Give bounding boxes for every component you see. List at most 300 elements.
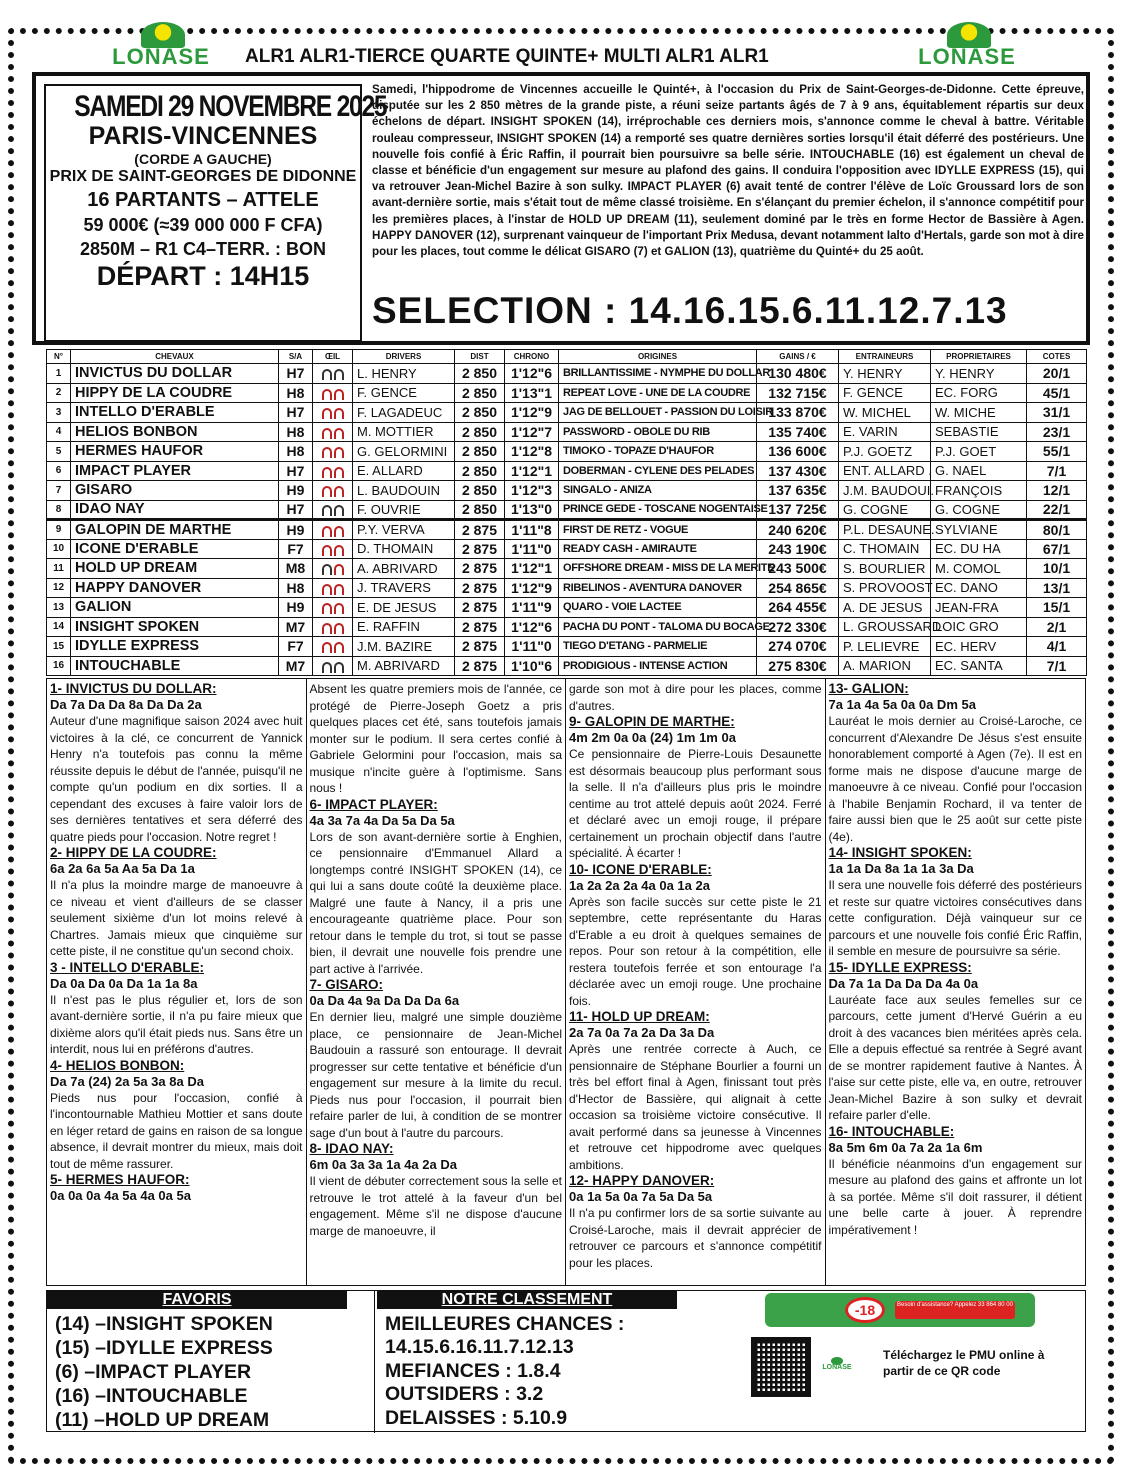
horseshoe-icon (334, 369, 344, 380)
table-cell: P. LELIEVRE (839, 637, 931, 657)
horseshoe-icon (322, 584, 332, 595)
table-cell: 1'12"6 (505, 364, 559, 384)
horseshoe-icon (334, 486, 344, 497)
table-cell: 23/1 (1027, 422, 1087, 442)
table-cell: EC. DU HA (931, 539, 1027, 559)
table-cell: 1'12"7 (505, 422, 559, 442)
table-cell: 2 875 (455, 559, 505, 579)
shoeing-icon (313, 481, 353, 501)
horseshoe-icon (322, 467, 332, 478)
table-cell: E. VARIN (839, 422, 931, 442)
horse-music: Da 7a (24) 2a 5a 3a 8a Da (50, 1073, 204, 1089)
table-cell: S. BOURLIER (839, 559, 931, 579)
shoeing-icon (313, 403, 353, 423)
table-cell: 272 330€ (757, 617, 839, 637)
table-cell: 274 070€ (757, 637, 839, 657)
qr-lonase-logo (819, 1357, 855, 1373)
table-cell: W. MICHEL (839, 403, 931, 423)
horse-music: 2a 7a 0a 7a 2a Da 3a Da (569, 1025, 715, 1040)
table-cell: IDAO NAY (71, 500, 279, 520)
table-cell: GALOPIN DE MARTHE (71, 520, 279, 540)
horse-music: 0a Da 4a 9a Da Da Da 6a (309, 993, 460, 1008)
horseshoe-icon (334, 642, 344, 653)
table-body (47, 364, 1087, 676)
column-header: ORIGINES (559, 350, 757, 364)
logo-text: LONASE (918, 44, 1016, 69)
horse-comment: En dernier lieu, malgré une simple douzième place, ce pensionnaire de Jean-Michel Baudouin a rassuré son entourage. Il devrait progresser sur cette tentative et bénéficie d'un engagement sur mesure à la limite du recul. Pieds nus pour l'occasion, il pourrait bien refaire parler de lui, à condition de se montrer sage d'un bout à l'autre du parcours. (309, 1010, 562, 1140)
horseshoe-icon (322, 369, 332, 380)
horseshoe-icon (322, 428, 332, 439)
table-row (47, 559, 1087, 579)
table-row (47, 461, 1087, 481)
horse-comment: Lors de son avant-dernière sortie à Enghien, ce pensionnaire d'Emmanuel Allard a longtemps contré INSIGHT SPOKEN (14), ce qui lui a sans doute coûté la deuxième place. Malgré une faute à Nancy, il a pris une encourageante quatrième place. Pour son retour dans le temple du trot, si tout se passe bien, il devrait une nouvelle fois prendre une part active à l'arrivée. (309, 829, 562, 976)
shoeing-icon (313, 422, 353, 442)
column-header: ENTRAINEURS (839, 350, 931, 364)
horseshoe-icon (322, 526, 332, 537)
race-corde: (CORDE A GAUCHE) (134, 151, 272, 167)
table-cell: Y. HENRY (931, 364, 1027, 384)
shoeing-icon (313, 520, 353, 540)
classement-title: NOTRE CLASSEMENT (377, 1291, 677, 1309)
table-cell: 264 455€ (757, 598, 839, 618)
table-cell: 1'13"0 (505, 500, 559, 520)
table-cell: 45/1 (1027, 383, 1087, 403)
table-cell: 1'12"1 (505, 559, 559, 579)
horse-title: 4- HELIOS BONBON: (50, 1057, 185, 1073)
table-cell: 2 850 (455, 403, 505, 423)
race-info-box (32, 72, 1090, 345)
table-cell: 20/1 (1027, 364, 1087, 384)
horse-comment: Absent les quatre premiers mois de l'année, ce protégé de Pierre-Joseph Goetz a pris quelques places cet été, sans toutefois jamais monter sur le podium. Il sera certes confié à Gabriele Gelormini pour l'occasion, mais sa musique n'incite guère à l'optimisme. Sans nous ! (309, 682, 562, 795)
table-cell: 2 (47, 383, 71, 403)
table-cell: 132 715€ (757, 383, 839, 403)
table-cell: 1'10"6 (505, 656, 559, 676)
table-row (47, 520, 1087, 540)
table-cell: PACHA DU PONT - TALOMA DU BOCAGE (559, 617, 757, 637)
table-cell: 13/1 (1027, 578, 1087, 598)
horse-title: 9- GALOPIN DE MARTHE: (569, 714, 735, 729)
table-cell: PRODIGIOUS - INTENSE ACTION (559, 656, 757, 676)
horseshoe-icon (334, 662, 344, 673)
horseshoe-icon (322, 623, 332, 634)
table-cell: P.Y. VERVA (353, 520, 455, 540)
table-cell: 1'13"1 (505, 383, 559, 403)
table-cell: INTELLO D'ERABLE (71, 403, 279, 423)
table-cell: IDYLLE EXPRESS (71, 637, 279, 657)
horse-comment: Auteur d'une magnifique saison 2024 avec huit victoires à la clé, ce concurrent de Yannick Henry n'a toutefois pas connu la même réussite depuis le début de l'année, puisqu'il ne compte qu'un podium en dix sorties. Il a cependant des excuses à faire valoir lors de ses dernières tentatives et sera déferré des quatre pieds pour l'occasion. Notre regret ! (50, 714, 303, 844)
race-partants: 16 PARTANTS – ATTELE (87, 189, 319, 211)
table-cell: 22/1 (1027, 500, 1087, 520)
column-header: PROPRIETAIRES (931, 350, 1027, 364)
chances-value: 14.15.6.16.11.7.12.13 (385, 1336, 574, 1358)
table-cell: H9 (279, 520, 313, 540)
table-cell: 133 870€ (757, 403, 839, 423)
table-cell: 31/1 (1027, 403, 1087, 423)
table-cell: GALION (71, 598, 279, 618)
table-cell: 1'12"3 (505, 481, 559, 501)
chances-label: MEILLEURES CHANCES : (385, 1313, 625, 1335)
delaisses: DELAISSES : 5.10.9 (385, 1406, 568, 1429)
table-cell: 275 830€ (757, 656, 839, 676)
horse-comment: garde son mot à dire pour les places, comme d'autres. (569, 682, 822, 713)
shoeing-icon (313, 578, 353, 598)
table-cell: P.J. GOET (931, 442, 1027, 462)
horse-title: 3 - INTELLO D'ERABLE: (50, 959, 204, 975)
table-cell: 4/1 (1027, 637, 1087, 657)
horse-comment: Il sera une nouvelle fois déferré des postérieurs et reste sur quatre victoires consécutives dans cette configuration. Déjà vainqueur sur ce parcours et une nouvelle fois confié Éric Raffin, il semble en mesure de poursuivre sa série. (828, 878, 1082, 958)
table-cell: F. GENCE (353, 383, 455, 403)
table-cell: 136 600€ (757, 442, 839, 462)
table-cell: E. ALLARD (353, 461, 455, 481)
horse-title: 15- IDYLLE EXPRESS: (828, 959, 972, 975)
horse-music: Da 7a 1a Da Da Da 4a 0a (828, 975, 979, 991)
horse-music: 4m 2m 0a 0a (24) 1m 1m 0a (569, 730, 736, 745)
table-cell: PRINCE GEDE - TOSCANE NOGENTAISE (559, 500, 757, 520)
table-cell: 10/1 (1027, 559, 1087, 579)
horseshoe-icon (322, 389, 332, 400)
table-cell: J. TRAVERS (353, 578, 455, 598)
table-cell: 2 875 (455, 656, 505, 676)
lonase-logo-right (892, 22, 1042, 70)
table-cell: FIRST DE RETZ - VOGUE (559, 520, 757, 540)
horseshoe-icon (334, 447, 344, 458)
shoeing-icon (313, 559, 353, 579)
table-cell: 243 190€ (757, 539, 839, 559)
table-cell: L. GROUSSARD (839, 617, 931, 637)
race-prize: 59 000€ (≈39 000 000 F CFA) (83, 215, 323, 235)
table-cell: E. RAFFIN (353, 617, 455, 637)
table-cell: 1'12"1 (505, 461, 559, 481)
horse-title: 13- GALION: (828, 681, 909, 696)
table-cell: 2 850 (455, 500, 505, 520)
table-cell: F7 (279, 637, 313, 657)
shoeing-icon (313, 364, 353, 384)
assistance-box (895, 1301, 1015, 1319)
table-cell: H8 (279, 422, 313, 442)
table-cell: 11 (47, 559, 71, 579)
horse-music: 4a 3a 7a 4a Da 5a Da 5a (309, 812, 455, 828)
horse-heading (50, 681, 303, 697)
table-cell: G. COGNE (839, 500, 931, 520)
qr-logo-text: LONASE (822, 1364, 852, 1371)
favori-item: (14) –INSIGHT SPOKEN (55, 1313, 273, 1335)
table-cell: 2 850 (455, 442, 505, 462)
table-cell: RIBELINOS - AVENTURA DANOVER (559, 578, 757, 598)
table-cell: 254 865€ (757, 578, 839, 598)
table-cell: 7/1 (1027, 461, 1087, 481)
table-row (47, 637, 1087, 657)
table-cell: OFFSHORE DREAM - MISS DE LA MERITE (559, 559, 757, 579)
table-cell: J.M. BAUDOUI. (839, 481, 931, 501)
race-summary (44, 84, 387, 342)
table-cell: E. DE JESUS (353, 598, 455, 618)
table-cell: INTOUCHABLE (71, 656, 279, 676)
horseshoe-icon (334, 526, 344, 537)
horseshoe-icon (322, 642, 332, 653)
table-cell: P.L. DESAUNE. (839, 520, 931, 540)
horseshoe-icon (322, 505, 332, 516)
shoeing-icon (313, 539, 353, 559)
table-cell: 2 875 (455, 578, 505, 598)
table-cell: 12/1 (1027, 481, 1087, 501)
race-details: 2850M – R1 C4–TERR. : BON (79, 239, 327, 259)
table-row (47, 539, 1087, 559)
table-cell: DOBERMAN - CYLENE DES PELADES (559, 461, 757, 481)
horse-music: 7a 1a 4a 5a 0a 0a Dm 5a (828, 697, 976, 712)
table-cell: 137 430€ (757, 461, 839, 481)
race-intro-text: Samedi, l'hippodrome de Vincennes accueille le Quinté+, à l'occasion du Prix de Saint-Georges-de-Didonne. Cette épreuve, disputée sur les 2 850 mètres de la grande piste, a réuni seize partants âgés de 7 à 9 ans, équitablement répartis sur deux échelons de départ. INSIGHT SPOKEN (14), irréprochable ces derniers mois, s'annonce comme le cheval à battre. Véritable rouleau compresseur, INSIGHT SPOKEN (14) a remporté ses quatre dernières sorties lorsqu'il était déferré des postérieurs. Une nouvelle fois confié à Éric Raffin, il pourrait bien poursuivre sa belle série. INTOUCHABLE (16) est également un cheval de classe et bénéficie d'un engagement sur mesure au plafond des gains. Il conduira l'opposition avec IDYLLE EXPRESS (15), qui va retrouver Jean-Michel Bazire à son sulky. IMPACT PLAYER (6) avait tenté de contrer l'élève de Loïc Groussard lors de son avant-dernière sortie, mais s'était tout de même classé troisième. En s'élançant du premier échelon, il s'annonce compétitif pour les premières places, à l'instar de HOLD UP DREAM (11), seulement dominé par le très en forme Hector de Bassière à Agen. HAPPY DANOVER (12), surprenant vainqueur de l'important Prix Medusa, devant notamment Ialto d'Hertals, garde son mot à dire pour les places, tout comme le délicat GISARO (7) et GALION (13), quatrième du Quinté+ du 25 août. (372, 83, 1084, 259)
table-cell: ENT. ALLARD . (839, 461, 931, 481)
horseshoe-icon (334, 623, 344, 634)
table-row (47, 383, 1087, 403)
table-cell: H8 (279, 578, 313, 598)
horseshoe-icon (334, 564, 344, 575)
table-cell: J.M. BAZIRE (353, 637, 455, 657)
table-cell: 12 (47, 578, 71, 598)
bottom-section (46, 1290, 1086, 1432)
analysis-column-4 (826, 679, 1086, 1285)
page-title: ALR1 ALR1-TIERCE QUARTE QUINTE+ MULTI ALR1 ALR1 (245, 46, 769, 67)
column-header: CHEVAUX (71, 350, 279, 364)
table-cell: H8 (279, 383, 313, 403)
table-cell: 2 875 (455, 617, 505, 637)
table-cell: 1 (47, 364, 71, 384)
horseshoe-icon (334, 584, 344, 595)
favori-item: (11) –HOLD UP DREAM (55, 1409, 270, 1431)
table-cell: INVICTUS DU DOLLAR (71, 364, 279, 384)
table-cell: 10 (47, 539, 71, 559)
column-header: GAINS / € (757, 350, 839, 364)
shoeing-icon (313, 500, 353, 520)
column-header: N° (47, 350, 71, 364)
horse-music: 1a 1a Da 8a 1a 1a 3a Da (828, 861, 974, 876)
column-header: DRIVERS (353, 350, 455, 364)
horse-music: 1a 2a 2a 2a 4a 0a 1a 2a (569, 877, 710, 893)
table-cell: HAPPY DANOVER (71, 578, 279, 598)
table-cell: A. MARION (839, 656, 931, 676)
table-cell: M7 (279, 617, 313, 637)
table-cell: SINGALO - ANIZA (559, 481, 757, 501)
horseshoe-icon (334, 505, 344, 516)
table-row (47, 598, 1087, 618)
horse-title: 16- INTOUCHABLE: (828, 1123, 955, 1139)
horseshoe-icon (322, 447, 332, 458)
table-cell: 2 875 (455, 520, 505, 540)
horseshoe-icon (334, 467, 344, 478)
table-cell: 240 620€ (757, 520, 839, 540)
horse-comment: Il bénéficie néanmoins d'un engagement sur mesure au plafond des gains et affronte un lot à sa portée. Même s'il doit rassurer, il détient une belle carte à jouer. À reprendre impérativement ! (828, 1156, 1082, 1237)
favori-item: (6) –IMPACT PLAYER (55, 1361, 252, 1383)
horse-title: 2- HIPPY DE LA COUDRE: (50, 845, 217, 860)
table-row (47, 403, 1087, 423)
analysis-column-2 (307, 679, 567, 1285)
table-cell: 2 850 (455, 383, 505, 403)
race-prix: PRIX DE SAINT-GEORGES DE DIDONNE (49, 168, 357, 185)
table-cell: EC. FORG (931, 383, 1027, 403)
table-cell: 1'12"6 (505, 617, 559, 637)
column-header: DIST (455, 350, 505, 364)
table-cell: EC. SANTA (931, 656, 1027, 676)
table-row (47, 500, 1087, 520)
horse-title: 11- HOLD UP DREAM: (569, 1009, 710, 1024)
horseshoe-icon (322, 486, 332, 497)
table-cell: 1'11"0 (505, 637, 559, 657)
horse-comment: Pieds nus pour l'occasion, confié à l'incontournable Mathieu Mottier et sans doute en léger retard de gains en raison de sa longue absence, il devrait montrer du mieux, mais doit tout de même rassurer. (50, 1090, 303, 1171)
horseshoe-icon (322, 408, 332, 419)
table-cell: 2 875 (455, 598, 505, 618)
selection: SELECTION : 14.16.15.6.11.12.7.13 (372, 290, 1008, 331)
favoris-list (47, 1312, 374, 1432)
table-cell: INSIGHT SPOKEN (71, 617, 279, 637)
table-cell: H8 (279, 442, 313, 462)
lonase-logo-left (86, 22, 236, 70)
table-cell: 2 850 (455, 422, 505, 442)
table-cell: 4 (47, 422, 71, 442)
table-row (47, 617, 1087, 637)
table-cell: 7 (47, 481, 71, 501)
horse-comment: Après son facile succès sur cette piste le 21 septembre, cette représentante du Haras d'Erable a eu droit à quelques semaines de repos. Pour son retour à la compétition, elle restera toutefois ferrée et son entourage l'a déclarée avec un emoji rouge. Une prochaine fois. (569, 894, 822, 1008)
table-cell: 15 (47, 637, 71, 657)
table-cell: 2 850 (455, 364, 505, 384)
table-cell: 8 (47, 500, 71, 520)
table-cell: JEAN-FRA (931, 598, 1027, 618)
table-cell: A. DE JESUS (839, 598, 931, 618)
table-cell: TIEGO D'ETANG - PARMELIE (559, 637, 757, 657)
race-venue: PARIS-VINCENNES (88, 122, 318, 150)
table-cell: 1'12"9 (505, 403, 559, 423)
horseshoe-icon (322, 545, 332, 556)
horse-comment: Lauréat le mois dernier au Croisé-Laroche, ce concurrent d'Alexandre De Jésus s'est ensuite honorablement comporté à Agen (7e). Il est en forme mais ne dispose d'aucune marge de manoeuvre à ce niveau. Confié pour l'occasion à l'habile Benjamin Rochard, il va tenter de faire aussi bien que le 25 août sur cette piste (4e). (828, 714, 1082, 844)
table-cell: HELIOS BONBON (71, 422, 279, 442)
table-cell: 55/1 (1027, 442, 1087, 462)
table-cell: 5 (47, 442, 71, 462)
table-cell: 2/1 (1027, 617, 1087, 637)
table-cell: M7 (279, 656, 313, 676)
table-cell: 13 (47, 598, 71, 618)
table-cell: W. MICHE (931, 403, 1027, 423)
table-cell: G. NAEL (931, 461, 1027, 481)
table-header-row (47, 350, 1087, 364)
table-cell: 67/1 (1027, 539, 1087, 559)
age-limit-icon: -18 (845, 1297, 885, 1323)
table-cell: 2 875 (455, 539, 505, 559)
assistance-text: Besoin d'assistance? Appelez 33 864 80 00 (897, 1302, 1013, 1308)
horseshoe-icon (322, 662, 332, 673)
column-header: COTES (1027, 350, 1087, 364)
horseshoe-icon (334, 389, 344, 400)
table-cell: H9 (279, 598, 313, 618)
column-header: CHRONO (505, 350, 559, 364)
table-cell: LOIC GRO (931, 617, 1027, 637)
table-cell: 2 850 (455, 481, 505, 501)
table-cell: S. PROVOOST (839, 578, 931, 598)
runners-table (46, 349, 1087, 676)
qr-code-icon[interactable] (751, 1337, 811, 1397)
table-cell: H7 (279, 403, 313, 423)
horse-comment: Ce pensionnaire de Pierre-Louis Desaunette est désormais beaucoup plus performant sous la selle. Il n'a d'ailleurs plus pris le moindre centime au trot attelé depuis août 2024. Ferré et déclaré avec un emoji rouge, il prépare certainement un prochain objectif dans l'autre spécialité. À écarter ! (569, 747, 822, 860)
horse-music: 0a 1a 5a 0a 7a 5a Da 5a (569, 1189, 713, 1204)
outsiders: OUTSIDERS : 3.2 (385, 1383, 544, 1405)
horse-music: 8a 5m 6m 0a 7a 2a 1a 6m (828, 1139, 983, 1155)
horseshoe-icon (334, 545, 344, 556)
column-header: S/A (279, 350, 313, 364)
shoeing-icon (313, 598, 353, 618)
horse-title: 5- HERMES HAUFOR: (50, 1172, 190, 1187)
horse-title: 14- INSIGHT SPOKEN: (828, 845, 972, 860)
table-cell: 137 725€ (757, 500, 839, 520)
table-cell: M. MOTTIER (353, 422, 455, 442)
table-cell: F. LAGADEUC (353, 403, 455, 423)
table-row (47, 422, 1087, 442)
horse-title: 8- IDAO NAY: (309, 1141, 394, 1156)
horseshoe-icon (334, 428, 344, 439)
table-cell: 1'11"0 (505, 539, 559, 559)
table-cell: READY CASH - AMIRAUTE (559, 539, 757, 559)
table-cell: G. COGNE (931, 500, 1027, 520)
table-cell: H7 (279, 500, 313, 520)
mefiances: MEFIANCES : 1.8.4 (385, 1359, 561, 1382)
shoeing-icon (313, 637, 353, 657)
table-row (47, 364, 1087, 384)
table-cell: C. THOMAIN (839, 539, 931, 559)
table-cell: IMPACT PLAYER (71, 461, 279, 481)
horseshoe-icon (334, 603, 344, 614)
table-cell: 16 (47, 656, 71, 676)
table-cell: D. THOMAIN (353, 539, 455, 559)
table-cell: 7/1 (1027, 656, 1087, 676)
horseshoe-icon (334, 408, 344, 419)
favoris-title: FAVORIS (47, 1291, 347, 1309)
table-cell: F7 (279, 539, 313, 559)
table-cell: P.J. GOETZ (839, 442, 931, 462)
table-cell: EC. HERV (931, 637, 1027, 657)
shoeing-icon (313, 461, 353, 481)
table-cell: ICONE D'ERABLE (71, 539, 279, 559)
favoris-box (47, 1291, 375, 1433)
table-cell: 3 (47, 403, 71, 423)
table-row (47, 481, 1087, 501)
table-cell: H7 (279, 364, 313, 384)
race-date: SAMEDI 29 NOVEMBRE 2025 (74, 90, 387, 123)
responsible-gaming-banner (765, 1293, 1035, 1327)
table-row (47, 656, 1087, 676)
horse-title: 12- HAPPY DANOVER: (569, 1173, 715, 1188)
table-cell: 137 635€ (757, 481, 839, 501)
shoeing-icon (313, 383, 353, 403)
horseshoe-icon (322, 564, 332, 575)
table-cell: QUARO - VOIE LACTEE (559, 598, 757, 618)
horse-comment: Il n'est pas le plus régulier et, lors de son avant-dernière sortie, il n'a pu faire mieux que dixième alors qu'il était pieds nus. Sans être un interdit, nous lui en préférons d'autres. (50, 992, 303, 1056)
analysis-columns (46, 678, 1086, 1286)
horseshoe-icon (322, 603, 332, 614)
horse-comment: Il n'a plus la moindre marge de manoeuvre à ce niveau et vient d'ailleurs de se classer seulement sixième d'un lot moins relevé à Chartres. Jamais mieux que cinquième sur cette piste, il ne constitue qu'un second choix. (50, 878, 303, 958)
table-cell: 135 740€ (757, 422, 839, 442)
table-cell: HIPPY DE LA COUDRE (71, 383, 279, 403)
table-cell: SEBASTIE (931, 422, 1027, 442)
table-cell: M8 (279, 559, 313, 579)
shoeing-icon (313, 656, 353, 676)
table-cell: H7 (279, 461, 313, 481)
classement-box (377, 1291, 737, 1433)
table-cell: G. GELORMINI (353, 442, 455, 462)
table-cell: BRILLANTISSIME - NYMPHE DU DOLLAR (559, 364, 757, 384)
logo-text: LONASE (112, 44, 210, 69)
table-cell: 1'11"9 (505, 598, 559, 618)
analysis-column-1 (47, 679, 307, 1285)
table-cell: 130 480€ (757, 364, 839, 384)
horse-title: 7- GISARO: (309, 977, 384, 992)
table-cell: 1'12"9 (505, 578, 559, 598)
